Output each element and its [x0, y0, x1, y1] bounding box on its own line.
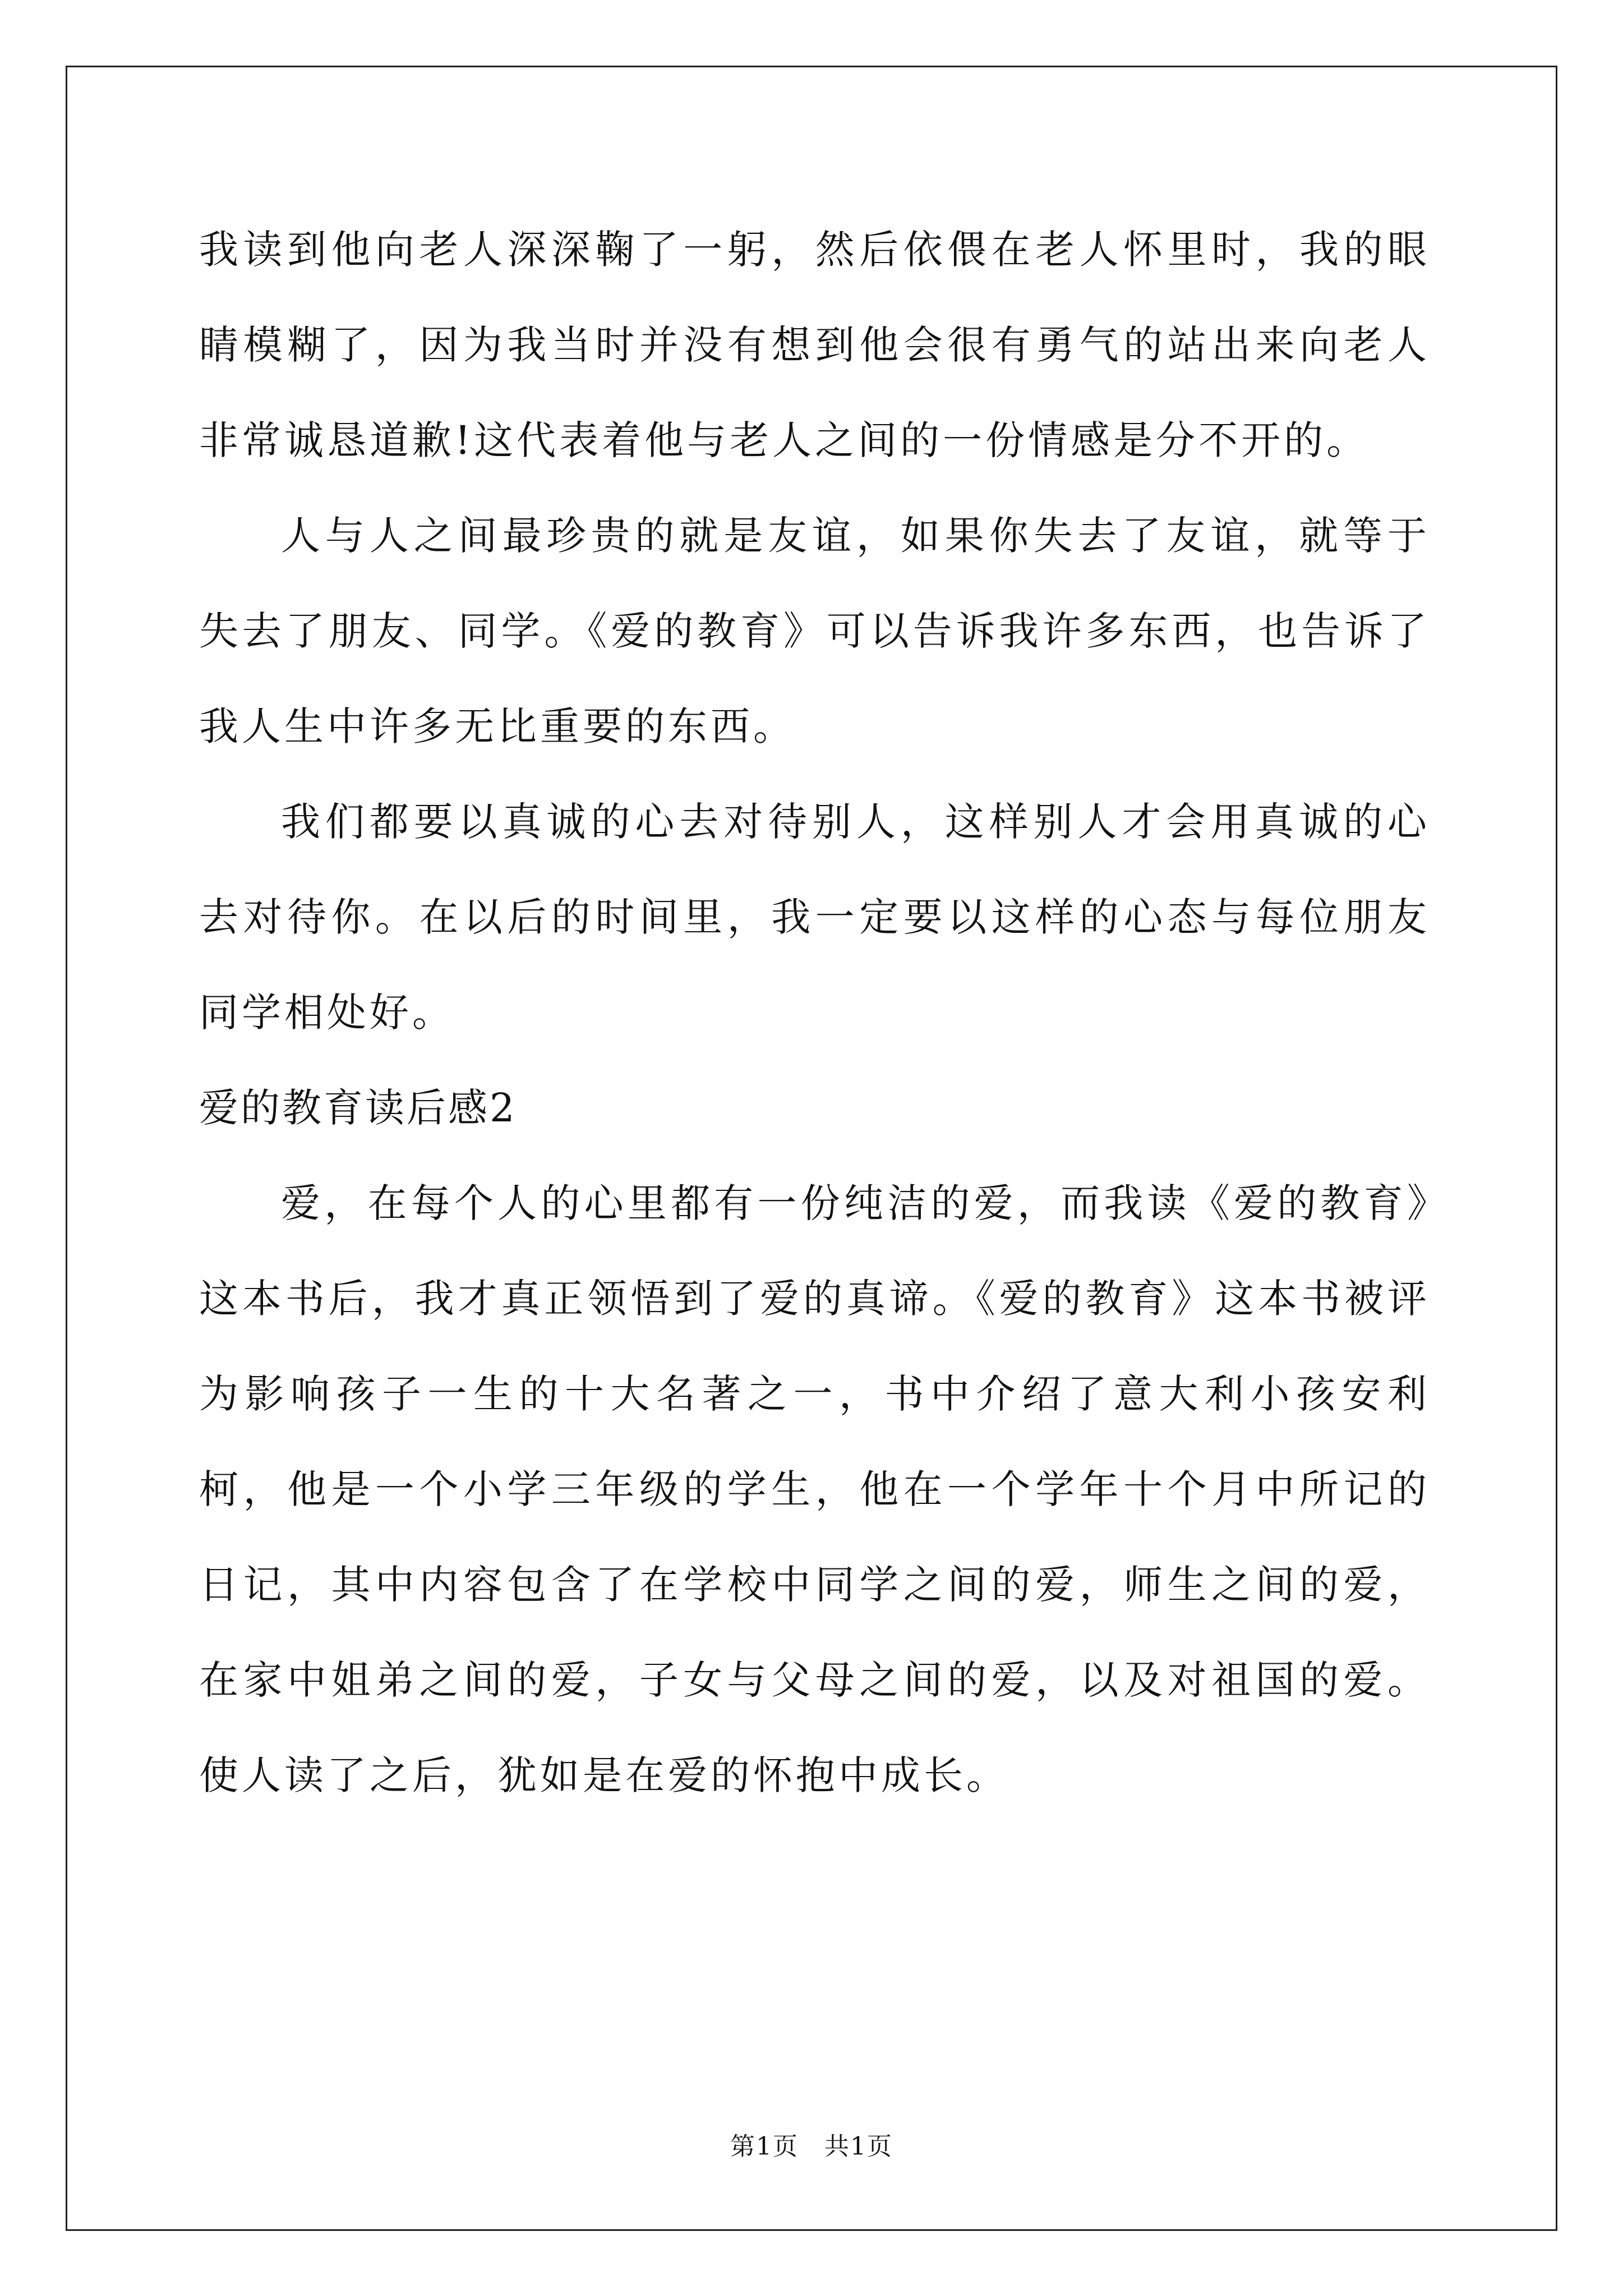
- section-heading: 爱的教育读后感2: [199, 1085, 517, 1131]
- document-body: [199, 202, 1430, 1823]
- page-number-footer: 第1页 共1页: [730, 2132, 893, 2161]
- paragraph-4: 爱，在每个人的心里都有一份纯洁的爱，而我读《爱的教育》这本书后，我才真正领悟到了爱的真谛。《爱的教育》这本书被评为影响孩子一生的十大名著之一，书中介绍了意大利小孩安利柯，他是一个小学三年级的学生，他在一个学年十个月中所记的日记，其中内容包含了在学校中同学之间的爱，师生之间的爱，在家中姐弟之间的爱，子女与父母之间的爱，以及对祖国的爱。使人读了之后，犹如是在爱的怀抱中成长。: [199, 1180, 1430, 1798]
- paragraph-2: 人与人之间最珍贵的就是友谊，如果你失去了友谊，就等于失去了朋友、同学。《爱的教育》可以告诉我许多东西，也告诉了我人生中许多无比重要的东西。: [199, 513, 1430, 749]
- paragraph-3: 我们都要以真诚的心去对待别人，这样别人才会用真诚的心去对待你。在以后的时间里，我一定要以这样的心态与每位朋友同学相处好。: [199, 799, 1430, 1036]
- paragraph-1: 我读到他向老人深深鞠了一躬，然后依偎在老人怀里时，我的眼睛模糊了，因为我当时并没有想到他会很有勇气的站出来向老人非常诚恳道歉!这代表着他与老人之间的一份情感是分不开的。: [199, 227, 1430, 463]
